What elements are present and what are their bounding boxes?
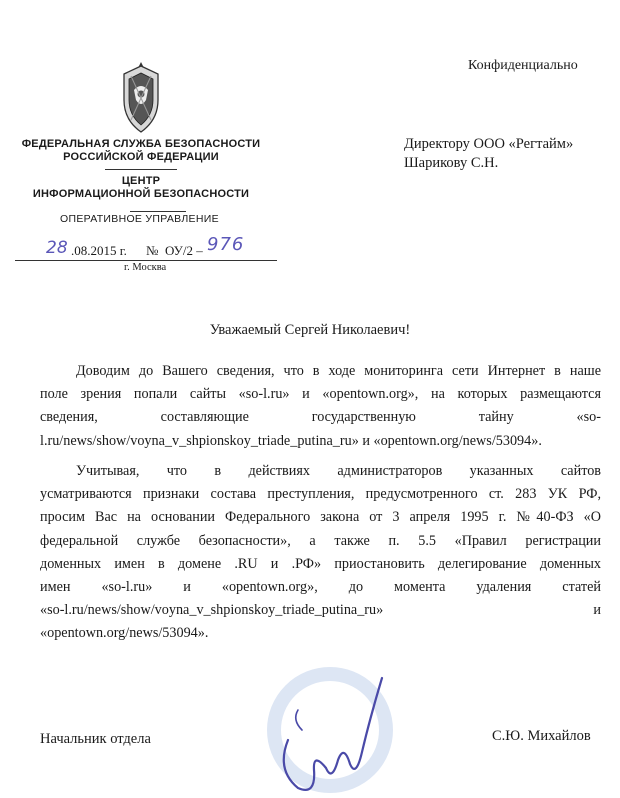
text-line: доменных имен в домене .RU и .РФ» приостановить делегирование доменных <box>40 555 601 572</box>
text-line: поле зрения попали сайты «so-l.ru» и «opentown.org», на которых размещаются <box>40 386 601 403</box>
paragraph-2 <box>40 460 601 646</box>
document-number: ОУ/2 – <box>165 243 203 258</box>
date-underline <box>15 260 277 261</box>
text-line: «so-l.ru/news/show/voyna_v_shpionskoy_triade_putina_ru» и <box>40 602 601 619</box>
salutation: Уважаемый Сергей Николаевич! <box>209 322 411 338</box>
date-handwritten: 28 <box>46 238 68 258</box>
center-line1: ЦЕНТР <box>121 175 161 187</box>
department-name: ОПЕРАТИВНОЕ УПРАВЛЕНИЕ <box>60 213 219 225</box>
confidential-mark: Конфиденциально <box>468 58 578 73</box>
text-line: l.ru/news/show/voyna_v_shpionskoy_triade_putina_ru» и «opentown.org/news/53094». <box>40 432 542 449</box>
number-handwritten: 976 <box>207 234 245 255</box>
org-name-line1: ФЕДЕРАЛЬНАЯ СЛУЖБА БЕЗОПАСНОСТИ <box>21 138 261 150</box>
divider <box>130 211 186 212</box>
recipient-line2: Шарикову С.Н. <box>404 155 499 171</box>
text-line: Доводим до Вашего сведения, что в ходе мониторинга сети Интернет в наше <box>76 363 601 379</box>
date-printed: .08.2015 г. <box>71 243 127 258</box>
text-line: федеральной службе безопасности», а также п. 5.5 «Правил регистрации <box>40 532 601 549</box>
city: г. Москва <box>124 262 167 273</box>
org-name-line2: РОССИЙСКОЙ ФЕДЕРАЦИИ <box>63 151 219 163</box>
divider <box>105 169 177 170</box>
signer-position: Начальник отдела <box>40 731 151 747</box>
fsb-emblem-icon <box>118 60 164 136</box>
text-line: Учитывая, что в действиях администраторов указанных сайтов <box>76 463 601 479</box>
signature-icon <box>258 660 398 798</box>
signer-name: С.Ю. Михайлов <box>492 728 591 744</box>
recipient-line1: Директору ООО «Регтайм» <box>404 136 574 152</box>
text-line: имен «so-l.ru» и «opentown.org», до момента удаления статей <box>40 579 601 596</box>
text-line: усматриваются признаки состава преступления, предусмотренного ст. 283 УК РФ, <box>40 486 601 503</box>
text-line: «opentown.org/news/53094». <box>40 625 209 642</box>
paragraph-1 <box>40 360 601 453</box>
text-line: сведения, составляющие государственную тайну «so- <box>40 409 601 426</box>
number-prefix: № <box>146 243 159 258</box>
center-line2: ИНФОРМАЦИОННОЙ БЕЗОПАСНОСТИ <box>32 188 250 200</box>
text-line: просим Вас на основании Федерального закона от 3 апреля 1995 г. №40-ФЗ «О <box>40 509 601 526</box>
